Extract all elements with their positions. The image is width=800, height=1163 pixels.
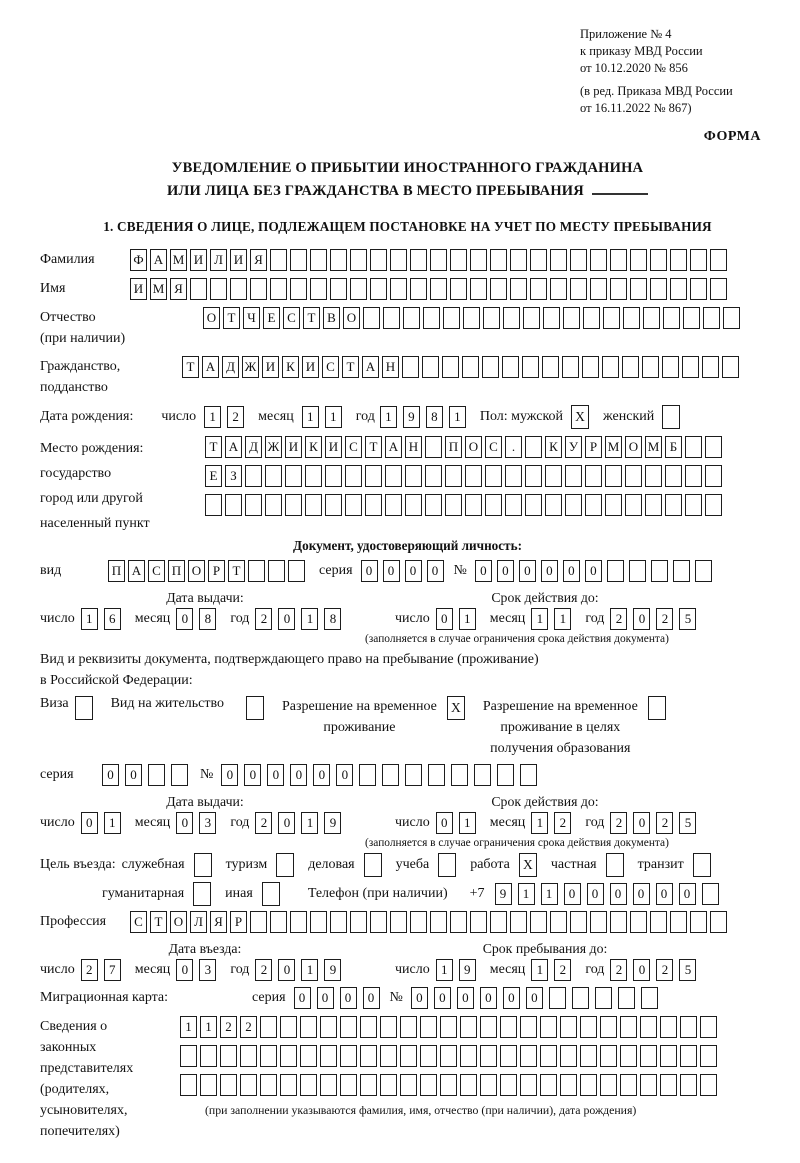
entry-date-heading: Дата въезда: bbox=[168, 941, 242, 956]
visa-label: Виза bbox=[40, 696, 69, 711]
expiry-note: (заполняется в случае ограничения срока действия документа) bbox=[365, 633, 669, 645]
purpose-work-label: работа bbox=[470, 857, 510, 872]
purpose-study-label: учеба bbox=[395, 857, 430, 872]
purpose-transit-checkbox bbox=[693, 853, 711, 877]
amendment-line: от 16.11.2022 № 867) bbox=[580, 101, 692, 115]
residence-number-label: № bbox=[200, 767, 214, 782]
issue-year-boxes: 2 0 1 8 bbox=[255, 608, 341, 630]
representatives-label: Сведения о законных представителях (родителях, усыновителях, попечителях) bbox=[40, 1019, 134, 1139]
expiry-year-boxes: 2 0 2 5 bbox=[610, 608, 696, 630]
citizenship-row bbox=[40, 356, 775, 398]
entry-dates: Дата въезда: число 2 7 месяц 0 3 год 2 0 1 9 Срок пребывания до: число 1 9 месяц 1 2 год 2 0 2 5 bbox=[40, 940, 775, 981]
birth-month-boxes: 1 1 bbox=[302, 406, 342, 428]
stay-day-boxes: 1 9 bbox=[436, 959, 476, 981]
sex-male-label: Пол: мужской bbox=[479, 409, 564, 424]
doc-number-boxes: 0 0 0 0 0 0 bbox=[475, 560, 712, 582]
temp-permit-label: Разрешение на временное проживание bbox=[281, 699, 437, 735]
doc-number-label: № bbox=[453, 563, 467, 578]
migration-card-row bbox=[40, 987, 775, 1009]
residence-expiry-heading: Срок действия до: bbox=[491, 794, 599, 809]
birth-place-row1: Т А Д Ж И К И С Т А Н П О С . К У Р М О М Б bbox=[205, 436, 722, 458]
purpose-official-label: служебная bbox=[121, 857, 185, 872]
entry-year-boxes: 2 0 1 9 bbox=[255, 959, 341, 981]
expiry-month-boxes: 1 1 bbox=[531, 608, 571, 630]
stay-year-boxes: 2 0 2 5 bbox=[610, 959, 696, 981]
doc-kind-boxes: П А С П О Р Т bbox=[108, 560, 305, 582]
purpose-humanitarian-label: гуманитарная bbox=[102, 886, 185, 901]
identity-doc-kind-row bbox=[40, 560, 775, 582]
birth-date-row bbox=[40, 405, 775, 429]
representatives-note: (при заполнении указываются фамилия, имя, отчество (при наличии), дата рождения) bbox=[205, 1103, 637, 1117]
entry-month-boxes: 0 3 bbox=[176, 959, 216, 981]
amendment-line: (в ред. Приказа МВД России bbox=[580, 84, 733, 98]
temp-permit-checkbox: X bbox=[447, 696, 465, 720]
residence-doc-intro: Вид и реквизиты документа, подтверждающего право на пребывание (проживание) в Российской Федерации: bbox=[40, 652, 539, 688]
residence-expiry-year-boxes: 2 0 2 5 bbox=[610, 812, 696, 834]
identity-doc-dates bbox=[40, 589, 775, 645]
residence-doc-series-row bbox=[40, 764, 775, 786]
migration-series-label: серия bbox=[252, 990, 286, 1005]
phone-boxes: 9 1 1 0 0 0 0 0 0 bbox=[495, 883, 719, 905]
citizenship-boxes: Т А Д Ж И К И С Т А Н bbox=[182, 356, 739, 378]
given-name-row bbox=[40, 278, 775, 300]
birth-year-boxes: 1 9 8 1 bbox=[380, 406, 466, 428]
birth-place-label: Место рождения: государство город или другой населенный пункт bbox=[40, 441, 150, 531]
expiry-date-heading: Срок действия до: bbox=[491, 590, 599, 605]
citizenship-label: Гражданство, подданство bbox=[40, 359, 121, 395]
surname-boxes: Ф А М И Л И Я bbox=[130, 249, 727, 271]
phone-label: Телефон (при наличии) bbox=[307, 886, 448, 901]
representatives-row2 bbox=[180, 1045, 717, 1067]
purpose-row2 bbox=[102, 882, 775, 906]
residence-series-boxes: 0 0 bbox=[102, 764, 188, 786]
purpose-transit-label: транзит bbox=[637, 857, 684, 872]
residence-issue-day-boxes: 0 1 bbox=[81, 812, 121, 834]
purpose-other-label: иная bbox=[225, 886, 253, 901]
birth-place-row3 bbox=[205, 494, 722, 516]
doc-series-label: серия bbox=[319, 563, 353, 578]
amendment-block bbox=[580, 83, 775, 117]
visa-checkbox bbox=[75, 696, 93, 720]
residence-number-boxes: 0 0 0 0 0 0 bbox=[221, 764, 537, 786]
purpose-other-checkbox bbox=[262, 882, 280, 906]
residence-issue-year-boxes: 2 0 1 9 bbox=[255, 812, 341, 834]
migration-series-boxes: 0 0 0 0 bbox=[294, 987, 380, 1009]
profession-label: Профессия bbox=[40, 914, 107, 929]
stay-until-heading: Срок пребывания до: bbox=[482, 941, 608, 956]
section1-heading: 1. СВЕДЕНИЯ О ЛИЦЕ, ПОДЛЕЖАЩЕМ ПОСТАНОВКЕ НА УЧЕТ ПО МЕСТУ ПРЕБЫВАНИЯ bbox=[103, 219, 712, 234]
issue-day-boxes: 1 6 bbox=[81, 608, 121, 630]
sex-male-checkbox: X bbox=[571, 405, 589, 429]
residence-expiry-note: (заполняется в случае ограничения срока действия документа) bbox=[365, 837, 669, 849]
sex-female-checkbox bbox=[662, 405, 680, 429]
identity-issue-col: Дата выдачи: число 1 6 месяц 0 8 год 2 0 1 8 bbox=[40, 589, 395, 630]
residence-expiry-day-boxes: 0 1 bbox=[436, 812, 476, 834]
entry-day-boxes: 2 7 bbox=[81, 959, 121, 981]
residence-series-label: серия bbox=[40, 767, 74, 782]
residence-permit-label: Вид на жительство bbox=[110, 696, 224, 711]
purpose-private-label: частная bbox=[550, 857, 597, 872]
birth-place-boxes bbox=[205, 436, 722, 523]
issue-date-heading: Дата выдачи: bbox=[166, 590, 244, 605]
purpose-humanitarian-checkbox bbox=[193, 882, 211, 906]
purpose-business-checkbox bbox=[364, 853, 382, 877]
phone-prefix: +7 bbox=[469, 886, 485, 901]
year-label: год bbox=[355, 409, 375, 424]
form-title bbox=[40, 157, 775, 203]
month-label: месяц bbox=[258, 409, 294, 424]
patronymic-boxes: О Т Ч Е С Т В О bbox=[203, 307, 740, 329]
purpose-study-checkbox bbox=[438, 853, 456, 877]
stay-month-boxes: 1 2 bbox=[531, 959, 571, 981]
identity-doc-heading: Документ, удостоверяющий личность: bbox=[293, 538, 522, 553]
issue-month-boxes: 0 8 bbox=[176, 608, 216, 630]
residence-permit-checkbox bbox=[246, 696, 264, 720]
birth-date-label: Дата рождения: bbox=[40, 409, 134, 424]
residence-expiry-month-boxes: 1 2 bbox=[531, 812, 571, 834]
form-title-line2-wrap bbox=[40, 180, 775, 203]
given-name-boxes: И М Я bbox=[130, 278, 727, 300]
day-label: число bbox=[161, 409, 197, 424]
migration-number-label: № bbox=[389, 990, 403, 1005]
residence-doc-options bbox=[40, 696, 775, 759]
birth-day-boxes: 1 2 bbox=[204, 406, 244, 428]
doc-kind-label: вид bbox=[40, 563, 62, 578]
surname-row bbox=[40, 249, 775, 271]
appendix-line: к приказу МВД России bbox=[580, 44, 703, 58]
expiry-day-boxes: 0 1 bbox=[436, 608, 476, 630]
appendix-block bbox=[580, 26, 775, 117]
profession-row bbox=[40, 911, 775, 933]
appendix-line: от 10.12.2020 № 856 bbox=[580, 61, 688, 75]
given-name-label: Имя bbox=[40, 281, 66, 296]
representatives-boxes bbox=[180, 1016, 717, 1096]
purpose-business-label: деловая bbox=[308, 857, 355, 872]
migration-card-label: Миграционная карта: bbox=[40, 990, 169, 1005]
identity-expiry-col: Срок действия до: число 0 1 месяц 1 1 год 2 0 2 5 (заполняется в случае ограничения срока действия документа) bbox=[395, 589, 775, 645]
representatives-row3 bbox=[180, 1074, 717, 1096]
birth-place-row bbox=[40, 436, 775, 536]
residence-doc-dates: Дата выдачи: число 0 1 месяц 0 3 год 2 0 1 9 Срок действия до: число 0 1 месяц 1 2 год 2 0 2 5 (заполняется в случае ограничения срока действия документа) bbox=[40, 793, 775, 849]
birth-place-row2: Е З bbox=[205, 465, 722, 487]
purpose-private-checkbox bbox=[606, 853, 624, 877]
purpose-official-checkbox bbox=[194, 853, 212, 877]
purpose-tourism-label: туризм bbox=[225, 857, 268, 872]
edu-permit-checkbox bbox=[648, 696, 666, 720]
purpose-row1 bbox=[40, 853, 775, 877]
residence-issue-month-boxes: 0 3 bbox=[176, 812, 216, 834]
purpose-work-checkbox: X bbox=[519, 853, 537, 877]
representatives-row bbox=[40, 1016, 775, 1142]
surname-label: Фамилия bbox=[40, 252, 95, 267]
appendix-line: Приложение № 4 bbox=[580, 27, 672, 41]
doc-series-boxes: 0 0 0 0 bbox=[361, 560, 444, 582]
purpose-tourism-checkbox bbox=[276, 853, 294, 877]
patronymic-row bbox=[40, 307, 775, 349]
profession-boxes: С Т О Л Я Р bbox=[130, 911, 727, 933]
representatives-row1: 1 1 2 2 bbox=[180, 1016, 717, 1038]
purpose-intro: Цель въезда: bbox=[40, 857, 116, 872]
edu-permit-label: Разрешение на временное проживание в целях получения образования bbox=[482, 699, 638, 756]
form-label: ФОРМА bbox=[703, 129, 761, 144]
migration-number-boxes: 0 0 0 0 0 0 bbox=[411, 987, 658, 1009]
title-blank-underline bbox=[592, 180, 648, 195]
form-title-line1: УВЕДОМЛЕНИЕ О ПРИБЫТИИ ИНОСТРАННОГО ГРАЖДАНИНА bbox=[171, 160, 644, 176]
residence-issue-heading: Дата выдачи: bbox=[166, 794, 244, 809]
patronymic-label: Отчество (при наличии) bbox=[40, 310, 126, 346]
form-title-line2: ИЛИ ЛИЦА БЕЗ ГРАЖДАНСТВА В МЕСТО ПРЕБЫВАНИЯ bbox=[167, 183, 584, 199]
sex-female-label: женский bbox=[603, 409, 655, 424]
